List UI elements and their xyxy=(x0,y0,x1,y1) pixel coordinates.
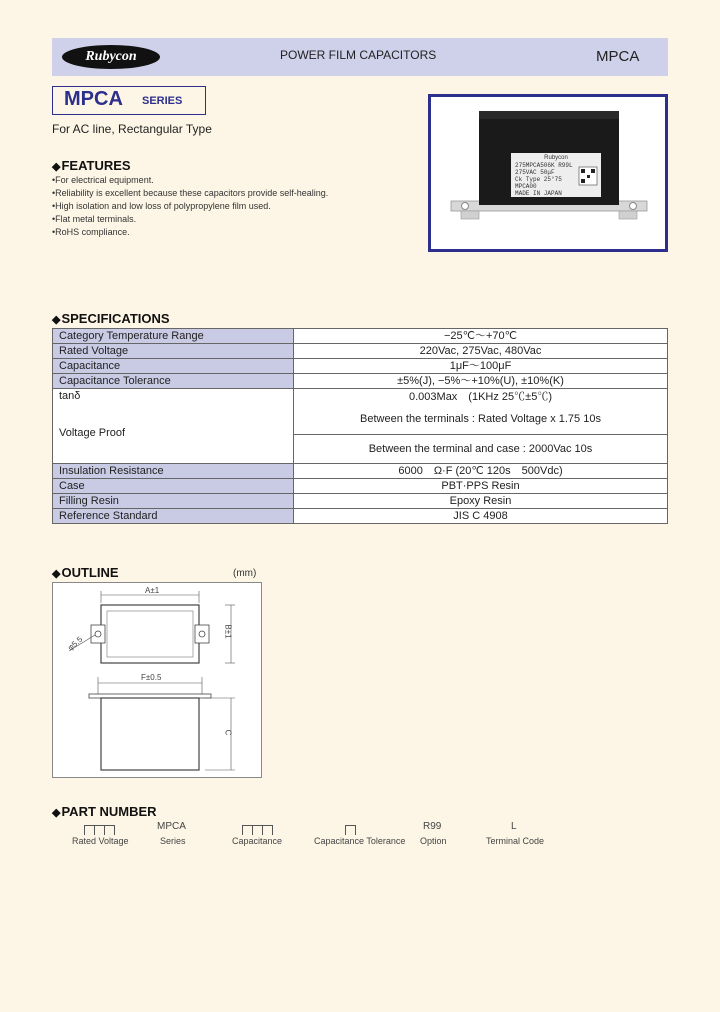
feature-item: •High isolation and low loss of polypropylene film used. xyxy=(52,201,271,211)
feature-item: •Reliability is excellent because these capacitors provide self-healing. xyxy=(52,188,329,198)
table-row xyxy=(53,509,668,524)
dim-b-label: B±1 xyxy=(223,624,233,639)
dim-a-label: A±1 xyxy=(145,586,160,595)
spec-label: Insulation Resistance xyxy=(53,464,294,479)
part-label: Rated Voltage xyxy=(72,836,129,846)
specs-heading-text: SPECIFICATIONS xyxy=(61,311,170,326)
outline-heading-text: OUTLINE xyxy=(61,565,119,580)
spec-label: Case xyxy=(53,479,294,494)
part-label: Series xyxy=(160,836,186,846)
dim-d-label: φ5.5 xyxy=(66,634,85,653)
label-line: Ck Type 25°75 xyxy=(515,176,562,183)
features-heading-text: FEATURES xyxy=(61,158,131,173)
spec-value: Epoxy Resin xyxy=(294,494,668,509)
option-code: R99 xyxy=(423,821,442,832)
label-line: 275VAC 50μF xyxy=(515,169,555,176)
label-line: MADE IN JAPAN xyxy=(515,190,562,197)
dim-f-label: F±0.5 xyxy=(141,673,162,682)
capacitor-label xyxy=(515,155,597,197)
spec-value: JIS C 4908 xyxy=(294,509,668,524)
unit-label: (mm) xyxy=(233,568,257,579)
diamond-icon: ◆ xyxy=(52,314,61,326)
label-line: MPCA00 xyxy=(515,183,537,190)
spec-value: ±5%(J), −5%〜+10%(U), ±10%(K) xyxy=(294,374,668,389)
spec-label: Capacitance Tolerance xyxy=(53,374,294,389)
table-row xyxy=(53,374,668,389)
part-label: Option xyxy=(420,836,447,846)
diamond-icon: ◆ xyxy=(52,807,61,819)
spec-value: Between the terminals : Rated Voltage x 1.75 10s xyxy=(294,404,668,435)
label-line: Rubycon xyxy=(544,155,568,161)
features-heading xyxy=(52,158,131,173)
series-name: MPCA xyxy=(64,88,123,110)
rubycon-logo: Rubycon xyxy=(62,45,160,69)
spec-label: Category Temperature Range xyxy=(53,329,294,344)
spec-label: tanδ xyxy=(59,390,81,402)
spec-label: Reference Standard xyxy=(53,509,294,524)
specs-heading xyxy=(52,311,170,326)
dim-c-label: C xyxy=(223,729,233,736)
spec-label: Rated Voltage xyxy=(53,344,294,359)
header-title: POWER FILM CAPACITORS xyxy=(280,48,437,62)
diamond-icon: ◆ xyxy=(52,161,61,173)
outline-drawing xyxy=(52,582,262,778)
spec-label-group xyxy=(53,389,294,464)
spec-label: Filling Resin xyxy=(53,494,294,509)
table-row xyxy=(53,479,668,494)
outline-heading xyxy=(52,565,119,580)
spec-value: 220Vac, 275Vac, 480Vac xyxy=(294,344,668,359)
header-series-code: MPCA xyxy=(596,48,640,65)
table-row xyxy=(53,344,668,359)
table-row xyxy=(53,389,668,405)
table-row xyxy=(53,464,668,479)
label-line: 275MPCA506K R99L xyxy=(515,162,573,169)
series-word: SERIES xyxy=(142,95,183,107)
spec-value: PBT·PPS Resin xyxy=(294,479,668,494)
table-row xyxy=(53,494,668,509)
table-row xyxy=(53,359,668,374)
diamond-icon: ◆ xyxy=(52,568,61,580)
part-label: Capacitance xyxy=(232,836,283,846)
spec-value: Between the terminal and case : 2000Vac 10s xyxy=(294,435,668,464)
spec-value: 6000 Ω·F (20℃ 120s 500Vdc) xyxy=(294,464,668,479)
spec-value: 0.003Max (1KHz 25℃±5℃) xyxy=(294,389,668,405)
part-number-heading xyxy=(52,804,157,819)
product-photo xyxy=(428,94,668,252)
spec-value: −25℃〜+70℃ xyxy=(294,329,668,344)
spec-label: Voltage Proof xyxy=(59,427,126,439)
specifications-table xyxy=(52,328,668,524)
part-label: Terminal Code xyxy=(486,836,545,846)
feature-item: •Flat metal terminals. xyxy=(52,214,137,224)
table-row xyxy=(53,329,668,344)
feature-item: •RoHS compliance. xyxy=(52,227,130,237)
spec-value: 1μF〜100μF xyxy=(294,359,668,374)
spec-label: Capacitance xyxy=(53,359,294,374)
series-subtitle: For AC line, Rectangular Type xyxy=(52,122,212,136)
feature-item: •For electrical equipment. xyxy=(52,175,154,185)
series-code: MPCA xyxy=(157,821,186,832)
terminal-code: L xyxy=(511,821,517,832)
part-number-heading-text: PART NUMBER xyxy=(61,804,157,819)
part-label: Capacitance Tolerance xyxy=(314,836,406,846)
